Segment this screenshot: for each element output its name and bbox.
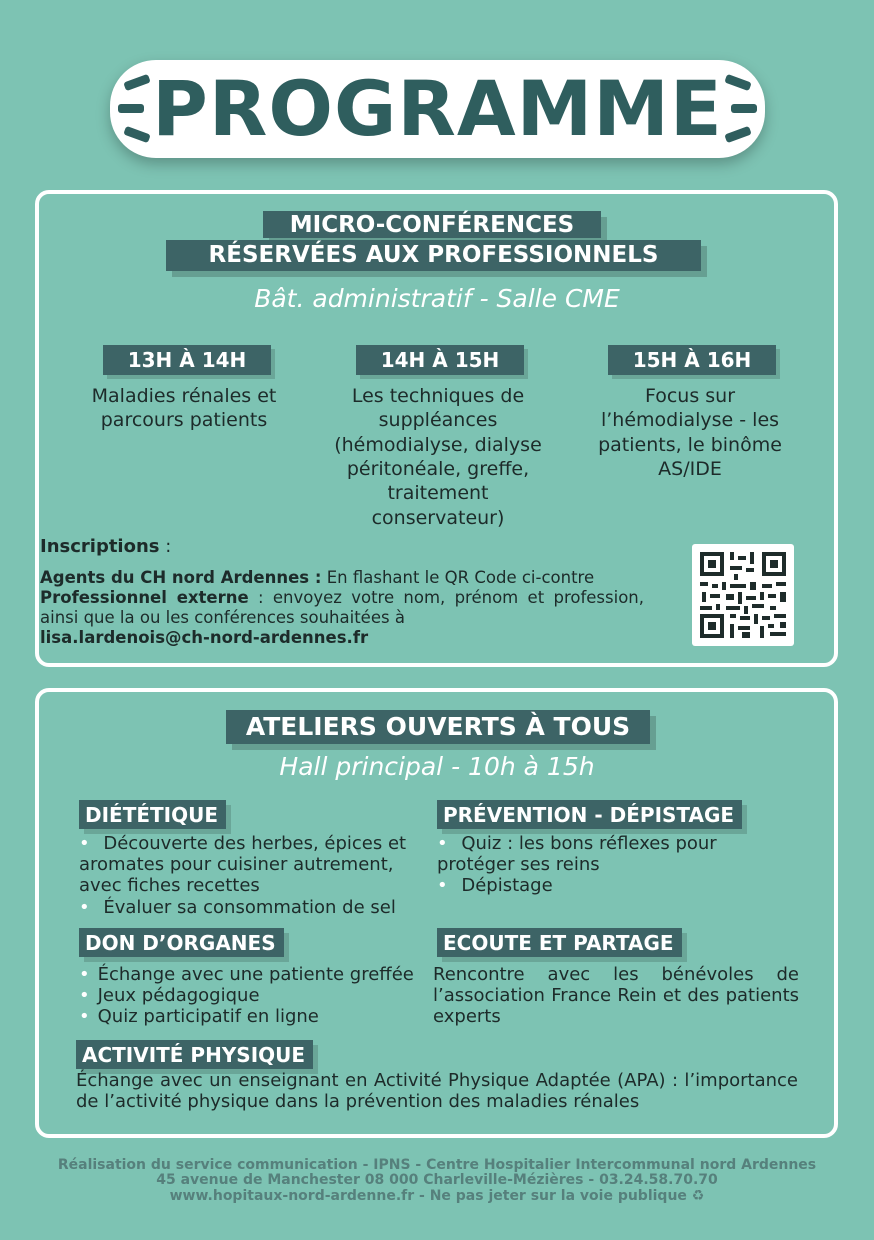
page-title: PROGRAMME <box>152 64 723 153</box>
inscriptions-heading <box>40 536 171 557</box>
slot-1-time: 13H À 14H <box>103 345 271 375</box>
dietetique-item-2: Évaluer sa consommation de sel <box>103 896 396 918</box>
recycle-icon: ♻ <box>691 1187 705 1204</box>
prevention-heading: PRÉVENTION - DÉPISTAGE <box>437 800 742 829</box>
ateliers-banner-text: ATELIERS OUVERTS À TOUS <box>245 712 631 741</box>
don-item-2: Jeux pédagogique <box>97 985 260 1007</box>
qr-code-icon[interactable] <box>692 544 794 646</box>
micro-banner-line2: RÉSERVÉES AUX PROFESSIONNELS <box>208 242 659 268</box>
dietetique-item-1: Découverte des herbes, épices et aromates pour cuisiner autrement, avec fiches recettes <box>79 833 407 897</box>
ateliers-banner <box>226 710 650 744</box>
inscriptions-text <box>40 568 644 649</box>
inscriptions-label: Inscriptions <box>40 536 160 557</box>
list-item: • Quiz participatif en ligne <box>79 1006 319 1028</box>
slot-1-desc: Maladies rénales et parcours patients <box>91 385 277 432</box>
list-item: • Dépistage <box>437 875 553 897</box>
agents-text: En flashant le QR Code ci-contre <box>321 568 595 587</box>
inscriptions-colon: : <box>159 536 172 557</box>
micro-conferences-banner <box>263 211 601 238</box>
activite-text: Échange avec un enseignant en Activité Physique Adaptée (APA) : l’importance de l’activité physique dans la prévention des maladies rénales <box>76 1070 798 1113</box>
prevention-item-2: Dépistage <box>461 875 553 897</box>
micro-location: Bât. administratif - Salle CME <box>254 284 620 313</box>
micro-banner-line1: MICRO-CONFÉRENCES <box>289 212 575 238</box>
burst-rays-left-icon <box>116 60 156 158</box>
micro-conferences-banner-2 <box>166 240 701 271</box>
list-item: • Échange avec une patiente greffée <box>79 964 414 985</box>
prevention-item-1: Quiz : les bons réflexes pour protéger ses reins <box>437 833 717 876</box>
footer-line-1: Réalisation du service communication - IPNS - Centre Hospitalier Intercommunal nord Ardennes <box>57 1157 817 1173</box>
list-item: • Évaluer sa consommation de sel <box>79 896 396 918</box>
list-item: • Découverte des herbes, épices et aromates pour cuisiner autrement, avec fiches recettes <box>79 833 407 897</box>
don-organes-heading: DON D’ORGANES <box>79 928 284 957</box>
externe-text: : envoyez votre nom, prénom et profession, ainsi que la ou les conférences souhaitées à <box>40 588 644 628</box>
externe-label: Professionnel externe <box>40 588 249 608</box>
list-item: • Jeux pédagogique <box>79 985 260 1007</box>
don-item-3: Quiz participatif en ligne <box>97 1006 319 1028</box>
don-organes-list <box>79 964 429 1028</box>
footer-line-2: 45 avenue de Manchester 08 000 Charleville-Mézières - 03.24.58.70.70 <box>156 1172 718 1189</box>
footer-line-3-wrap <box>0 1189 874 1204</box>
don-item-1: Échange avec une patiente greffée <box>97 964 414 985</box>
footer-line-3: www.hopitaux-nord-ardenne.fr - Ne pas jeter sur la voie publique <box>169 1187 687 1204</box>
list-item: • Quiz : les bons réflexes pour protéger ses reins <box>437 833 717 876</box>
ateliers-location: Hall principal - 10h à 15h <box>279 752 595 781</box>
activite-heading: ACTIVITÉ PHYSIQUE <box>76 1040 313 1069</box>
slot-2-desc: Les techniques de suppléances (hémodialyse, dialyse péritonéale, greffe, traitement conservateur) <box>334 385 542 529</box>
title-badge <box>110 60 765 158</box>
ecoute-text: Rencontre avec les bénévoles de l’association France Rein et des patients experts <box>433 964 799 1028</box>
slot-3-desc: Focus sur l’hémodialyse - les patients, le binôme AS/IDE <box>598 385 782 480</box>
slot-2-time: 14H À 15H <box>356 345 524 375</box>
qr-code-graphic <box>692 544 794 646</box>
prevention-list <box>437 833 757 897</box>
agents-label: Agents du CH nord Ardennes : <box>40 568 322 587</box>
burst-rays-right-icon <box>719 60 759 158</box>
dietetique-list <box>79 833 409 918</box>
ecoute-heading: ECOUTE ET PARTAGE <box>437 928 682 957</box>
dietetique-heading: DIÉTÉTIQUE <box>79 800 226 829</box>
slot-3-time: 15H À 16H <box>608 345 776 375</box>
contact-email[interactable]: lisa.lardenois@ch-nord-ardennes.fr <box>40 628 369 648</box>
footer <box>0 1158 874 1204</box>
